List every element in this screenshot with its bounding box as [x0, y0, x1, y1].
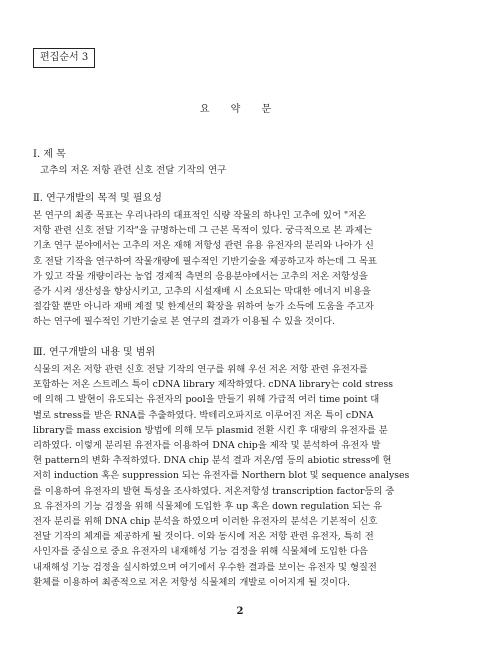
section-3-line: 별로 stress를 받은 RNA를 추출하였다. 박테리오파지로 이루어진 저온 특이 cDNA: [33, 409, 374, 421]
section-1-title-text: 고추의 저온 저항 관련 신호 전달 기작의 연구: [40, 165, 227, 176]
section-2-line: 가 있고 작물 개량이라는 농업 경제적 측면의 응용분야에서는 고추의 저온 저항성을: [33, 270, 368, 282]
section-3-line: 포함하는 저온 스트레스 특이 cDNA library 제작하였다. cDNA library는 cold stress: [33, 379, 394, 391]
section-3-line: 를 이용하여 유전자의 발현 특성을 조사하였다. 저온저항성 transcription factor등의 중: [33, 485, 395, 497]
section-3-line: 현 pattern의 변화 추적하였다. DNA chip 분석 결과 저온/염 등의 abiotic stress에 현: [33, 455, 392, 467]
section-3-line: 사인자를 중심으로 중요 유전자의 내재해성 기능 검정을 위해 식물체에 도입한 다음: [33, 546, 368, 558]
section-3-heading: Ⅲ. 연구개발의 내용 및 범위: [33, 347, 156, 358]
edit-order-label: 편집순서 3: [33, 48, 95, 68]
section-2-line: 하는 연구에 필수적인 기반기술로 본 연구의 결과가 이용될 수 있을 것이다.: [33, 316, 335, 328]
section-2-line: 본 연구의 최종 목표는 우리나라의 대표적인 식량 작물의 하나인 고추에 있어 "저온: [33, 210, 367, 221]
section-3-line: 전자 분리를 위해 DNA chip 분석을 하였으며 이러한 유전자의 분석은 기본적이 신호: [33, 516, 378, 528]
section-3-line: 에 의해 그 발현이 유도되는 유전자의 pool을 만들기 위해 가급적 여러 time point 대: [33, 394, 380, 406]
section-1-heading: Ⅰ. 제 목: [33, 149, 66, 160]
section-2-heading: Ⅱ. 연구개발의 목적 및 필요성: [33, 193, 162, 204]
section-2-paragraph: [33, 208, 448, 330]
section-3-line: 저히 induction 혹은 suppression 되는 유전자를 Northern blot 및 sequence analyses: [33, 470, 410, 482]
section-3-line: 식물의 저온 저항 관련 신호 전달 기작의 연구를 위해 우선 저온 저항 관련 유전자를: [33, 364, 368, 375]
section-3-line: 환체를 이용하여 최종적으로 저온 저항성 식물체의 개발로 이어지게 될 것이다.: [33, 576, 350, 588]
section-3-paragraph: [33, 362, 448, 590]
page-title: 요 약 문: [199, 104, 281, 115]
section-3-line: 전달 기작의 체계를 제공하게 될 것이다. 이와 동시에 저온 저항 관련 유전자, 특히 전: [33, 531, 374, 543]
section-2-line: 저항 관련 신호 전달 기작"을 규명하는데 그 근본 목적이 있다. 궁극적으로 본 과제는: [33, 225, 373, 237]
section-3-line: library를 mass excision 방법에 의해 모두 plasmid 전환 시킨 후 대량의 유전자를 분: [33, 424, 388, 436]
section-3-line: 내재해성 기능 검정을 실시하였으며 여기에서 우수한 결과를 보이는 유전자 및 형질전: [33, 561, 377, 573]
section-2-line: 절감할 뿐만 아니라 재배 계절 및 한계선의 확장을 위하여 농가 소득에 도움을 주고자: [33, 301, 374, 313]
section-2-line: 호 전달 기작을 연구하여 작물개량에 필수적인 기반기술을 제공하고자 하는데 그 목표: [33, 255, 377, 267]
section-2-line: 기초 연구 분야에서는 고추의 저온 재해 저항성 관련 유용 유전자의 분리와 나아가 신: [33, 240, 374, 252]
section-2-line: 증가 시켜 생산성을 향상시키고, 고추의 시설재배 시 소요되는 막대한 에너지 비용을: [33, 286, 371, 298]
section-3-line: 요 유전자의 기능 검정을 위해 식물체에 도입한 후 up 혹은 down regulation 되는 유: [33, 500, 383, 512]
section-3-line: 리하였다. 이렇게 분리된 유전자를 이용하여 DNA chip을 제작 및 분석하여 유전자 발: [33, 440, 381, 452]
page-number: 2: [236, 606, 244, 617]
